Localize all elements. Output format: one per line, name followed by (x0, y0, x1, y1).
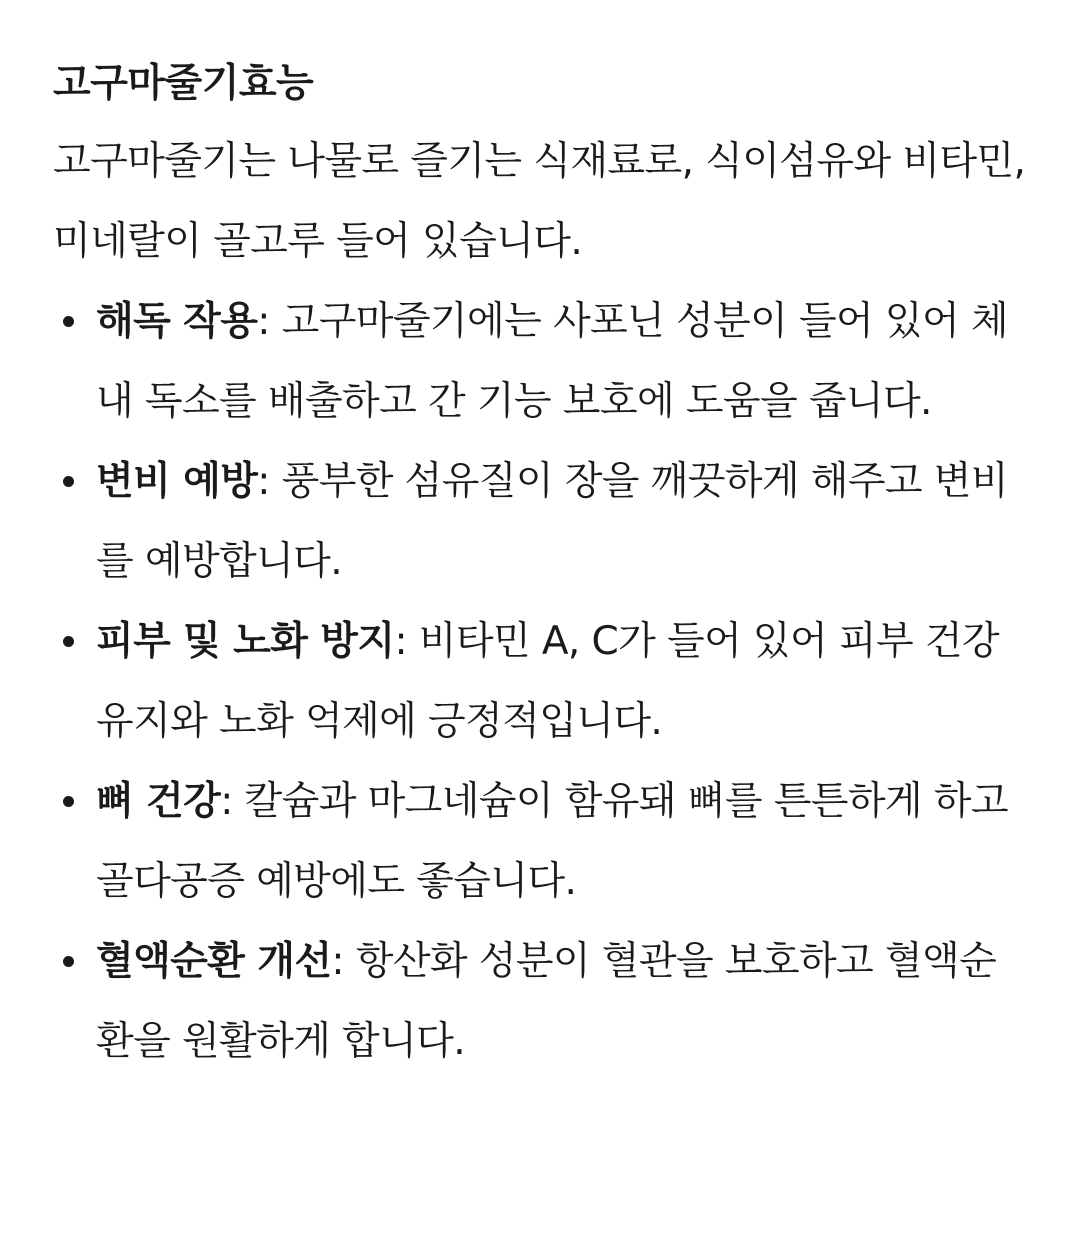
benefit-separator: : (220, 779, 245, 824)
benefit-description: 항산화 성분이 혈관을 보호하고 혈액순환을 원활하게 합니다. (96, 939, 997, 1064)
list-item (53, 602, 1028, 762)
benefit-term: 피부 및 노화 방지 (96, 619, 395, 664)
benefit-term: 혈액순환 개선 (96, 939, 332, 984)
intro-paragraph: 고구마줄기는 나물로 즐기는 식재료로, 식이섬유와 비타민, 미네랄이 골고루 들어 있습니다. (53, 139, 1026, 264)
benefits-list (53, 282, 1028, 1082)
bullet-icon (63, 476, 74, 487)
benefit-description: 고구마줄기에는 사포닌 성분이 들어 있어 체내 독소를 배출하고 간 기능 보호에 도움을 줍니다. (96, 299, 1008, 424)
bullet-icon (63, 316, 74, 327)
list-item (53, 282, 1028, 442)
benefit-description: 비타민 A, C가 들어 있어 피부 건강 유지와 노화 억제에 긍정적입니다. (96, 619, 999, 744)
benefit-separator: : (257, 459, 282, 504)
benefit-term: 해독 작용 (96, 299, 258, 344)
benefit-separator: : (394, 619, 419, 664)
bullet-icon (63, 796, 74, 807)
article-heading: 고구마줄기효능 (53, 61, 314, 106)
benefit-term: 뼈 건강 (96, 779, 221, 824)
benefit-separator: : (331, 939, 356, 984)
benefit-term: 변비 예방 (96, 459, 258, 504)
list-item (53, 442, 1028, 602)
bullet-icon (63, 636, 74, 647)
list-item (53, 922, 1028, 1082)
bullet-icon (63, 956, 74, 967)
benefit-description: 칼슘과 마그네슘이 함유돼 뼈를 튼튼하게 하고 골다공증 예방에도 좋습니다. (96, 779, 1008, 904)
list-item (53, 762, 1028, 922)
benefit-description: 풍부한 섬유질이 장을 깨끗하게 해주고 변비를 예방합니다. (96, 459, 1008, 584)
benefit-separator: : (257, 299, 282, 344)
